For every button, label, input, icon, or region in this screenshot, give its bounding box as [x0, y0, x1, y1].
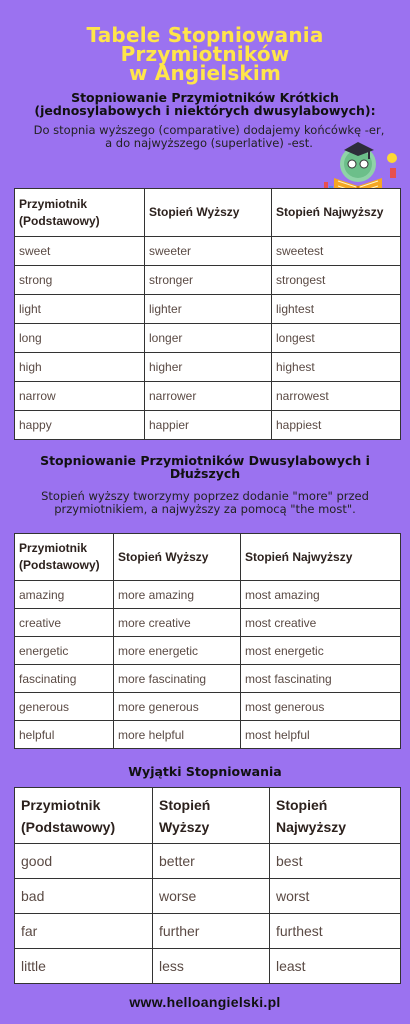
header-comparative: Stopień Wyższy	[153, 788, 270, 844]
cell-superlative: furthest	[270, 914, 401, 949]
table-row	[15, 295, 401, 324]
table-row	[15, 914, 401, 949]
section1-heading-line2: (jednosylabowych i niektórych dwusylabowych):	[34, 103, 376, 118]
cell-superlative: most generous	[241, 693, 401, 721]
table-row	[15, 382, 401, 411]
header-superlative: Stopień Najwyższy	[272, 189, 401, 237]
header-comparative: Stopień Wyższy	[114, 534, 241, 581]
cell-comparative: less	[153, 949, 270, 984]
website-link[interactable]: www.helloangielski.pl	[129, 994, 281, 1010]
table-row	[15, 949, 401, 984]
short-adjectives-table	[14, 188, 401, 440]
cell-comparative: higher	[145, 353, 272, 382]
cell-superlative: least	[270, 949, 401, 984]
page-title	[0, 23, 410, 85]
cell-superlative: most creative	[241, 609, 401, 637]
cell-comparative: further	[153, 914, 270, 949]
table-header-row	[15, 534, 401, 581]
cell-base: high	[15, 353, 145, 382]
section2-heading	[0, 454, 410, 480]
table-row	[15, 721, 401, 749]
cell-base: narrow	[15, 382, 145, 411]
table-row	[15, 266, 401, 295]
cell-base: amazing	[15, 581, 114, 609]
cell-base: strong	[15, 266, 145, 295]
table-header-row	[15, 788, 401, 844]
table-row	[15, 879, 401, 914]
table-row	[15, 637, 401, 665]
cell-comparative: more amazing	[114, 581, 241, 609]
page-title-line2: w Angielskim	[128, 61, 282, 85]
table-row	[15, 581, 401, 609]
header-comparative: Stopień Wyższy	[145, 189, 272, 237]
cell-base: bad	[15, 879, 153, 914]
page-title-line1: Tabele Stopniowania Przymiotników	[86, 23, 324, 66]
cell-comparative: happier	[145, 411, 272, 440]
table-row	[15, 353, 401, 382]
table-row	[15, 237, 401, 266]
cell-base: generous	[15, 693, 114, 721]
cell-base: long	[15, 324, 145, 353]
cell-base: sweet	[15, 237, 145, 266]
section1-description-line1: Do stopnia wyższego (comparative) dodajemy końcówkę -er,	[33, 123, 385, 137]
cell-base: far	[15, 914, 153, 949]
cell-base: little	[15, 949, 153, 984]
section2-heading-line1: Stopniowanie Przymiotników Dwusylabowych i	[40, 453, 370, 468]
cell-base: good	[15, 844, 153, 879]
cell-base: happy	[15, 411, 145, 440]
cell-comparative: more creative	[114, 609, 241, 637]
cell-comparative: narrower	[145, 382, 272, 411]
table-row	[15, 609, 401, 637]
section2-description-line2: przymiotnikiem, a najwyższy za pomocą "the most".	[54, 502, 356, 516]
cell-base: creative	[15, 609, 114, 637]
cell-superlative: most helpful	[241, 721, 401, 749]
table-row	[15, 665, 401, 693]
long-adjectives-table	[14, 533, 401, 749]
cell-base: fascinating	[15, 665, 114, 693]
table-row	[15, 844, 401, 879]
cell-comparative: better	[153, 844, 270, 879]
cell-superlative: best	[270, 844, 401, 879]
cell-comparative: stronger	[145, 266, 272, 295]
header-base: Przymiotnik (Podstawowy)	[15, 534, 114, 581]
header-base: Przymiotnik (Podstawowy)	[15, 788, 153, 844]
section2-description-line1: Stopień wyższy tworzymy poprzez dodanie "more" przed	[41, 489, 369, 503]
cell-superlative: lightest	[272, 295, 401, 324]
table-row	[15, 693, 401, 721]
header-superlative: Stopień Najwyższy	[241, 534, 401, 581]
section1-description-line2: a do najwyższego (superlative) -est.	[105, 136, 313, 150]
cell-comparative: sweeter	[145, 237, 272, 266]
cell-superlative: happiest	[272, 411, 401, 440]
table-row	[15, 411, 401, 440]
section2-description	[0, 490, 410, 516]
section1-heading	[0, 91, 410, 117]
cell-comparative: more helpful	[114, 721, 241, 749]
header-superlative: Stopień Najwyższy	[270, 788, 401, 844]
cell-superlative: most fascinating	[241, 665, 401, 693]
section3-heading: Wyjątki Stopniowania	[128, 764, 282, 779]
cell-comparative: more generous	[114, 693, 241, 721]
section2-heading-line2: Dłuższych	[169, 466, 241, 481]
cell-base: light	[15, 295, 145, 324]
exceptions-table	[14, 787, 401, 984]
header-base: Przymiotnik (Podstawowy)	[15, 189, 145, 237]
cell-base: energetic	[15, 637, 114, 665]
cell-superlative: most amazing	[241, 581, 401, 609]
cell-superlative: strongest	[272, 266, 401, 295]
cell-superlative: most energetic	[241, 637, 401, 665]
cell-superlative: longest	[272, 324, 401, 353]
cell-comparative: more energetic	[114, 637, 241, 665]
cell-superlative: narrowest	[272, 382, 401, 411]
table-row	[15, 324, 401, 353]
cell-superlative: worst	[270, 879, 401, 914]
cell-superlative: sweetest	[272, 237, 401, 266]
table-header-row	[15, 189, 401, 237]
cell-comparative: longer	[145, 324, 272, 353]
cell-comparative: lighter	[145, 295, 272, 324]
cell-superlative: highest	[272, 353, 401, 382]
cell-comparative: worse	[153, 879, 270, 914]
cell-comparative: more fascinating	[114, 665, 241, 693]
cell-base: helpful	[15, 721, 114, 749]
section1-heading-line1: Stopniowanie Przymiotników Krótkich	[71, 90, 339, 105]
